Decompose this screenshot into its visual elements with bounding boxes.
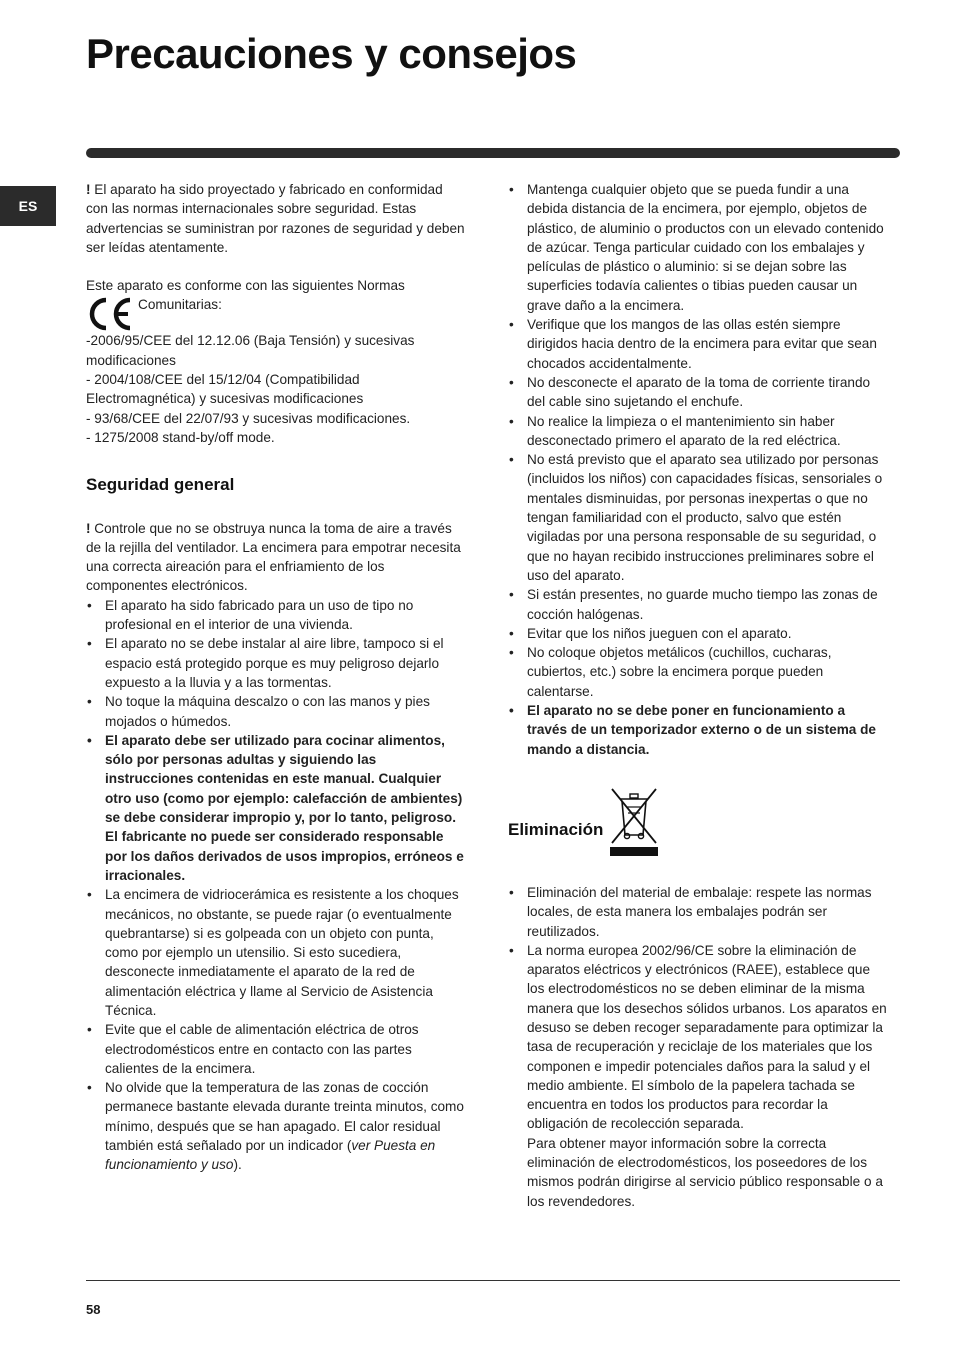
list-item: • El aparato no se debe instalar al aire libre, tampoco si el espacio está protegido porque es muy peligroso dejarlo expuesto a la lluvia y a las tormentas.	[86, 634, 466, 692]
precautions-list	[508, 180, 888, 759]
conformity-line: Este aparato es conforme con las siguientes Normas	[86, 278, 405, 294]
list-item: • No desconecte el aparato de la toma de corriente tirando del cable sino sujetando el enchufe.	[508, 373, 888, 412]
list-item: • No toque la máquina descalzo o con las manos y pies mojados o húmedos.	[86, 692, 466, 731]
cross-reference: ver Puesta en funcionamiento y uso	[105, 1138, 436, 1173]
list-item-text: No olvide que la temperatura de las zonas de cocción permanece bastante elevada durante treinta minutos, como mínimo, después que se han apagado. El calor residual también está señalado por un indicador (	[105, 1080, 464, 1154]
list-item: • El aparato debe ser utilizado para cocinar alimentos, sólo por personas adultas y siguiendo las instrucciones contenidas en este manual. Cualquier otro uso (como por ejemplo: calefacción de ambientes) se debe considerar impropio y, por lo tanto, peligroso. El fabricante no puede ser considerado responsable por los daños derivados de usos impropios, erróneos e irracionales.	[86, 731, 466, 885]
list-item: • El aparato no se debe poner en funcionamiento a través de un temporizador externo o de un sistema de mando a distancia.	[508, 701, 888, 759]
page-number: 58	[86, 1302, 101, 1317]
conformity-continuation: Comunitarias:	[138, 297, 222, 313]
list-item: • Evitar que los niños jueguen con el aparato.	[508, 624, 888, 643]
right-column	[508, 180, 888, 1211]
norm-line: - 1275/2008 stand-by/off mode.	[86, 429, 275, 445]
left-column	[86, 180, 466, 1175]
list-item: • La norma europea 2002/96/CE sobre la eliminación de aparatos eléctricos y electrónicos (RAEE), establece que los electrodomésticos no se deben eliminar de la misma manera que los desechos sólidos urbanos. Los aparatos en desuso se deben recoger separadamente para optimizar la tasa de recuperación y reciclaje de los materiales que los componen e impedir potenciales daños para la salud y el medio ambiente. El símbolo de la papelera tachada se encuentra en todos los productos para recordar la obligación de recolección separada.	[508, 941, 888, 1134]
list-item: • Evite que el cable de alimentación eléctrica de otros electrodomésticos entre en contacto con las partes calientes de la encimera.	[86, 1020, 466, 1078]
disposal-list	[508, 883, 888, 1134]
section-heading-seguridad: Seguridad general	[86, 475, 235, 495]
list-item: • La encimera de vidriocerámica es resistente a los choques mecánicos, no obstante, se puede rajar (o eventualmente quebrantarse) si es golpeada con un objeto con punta, como por ejemplo un utensilio. Si esto sucediera, desconecte inmediatamente el aparato de la red de alimentación eléctrica y llame al Servicio de Asistencia Técnica.	[86, 885, 466, 1020]
disposal-extra-info: Para obtener mayor información sobre la correcta eliminación de electrodomésticos, los poseedores de los mismos podrán dirigirse al servicio público responsable o a los revendedores.	[527, 1135, 883, 1209]
ventilation-warning	[86, 519, 466, 596]
norm-line: - 2004/108/CEE del 15/12/04 (Compatibilidad Electromagnética) y sucesivas modificaciones	[86, 372, 364, 407]
list-item: • Mantenga cualquier objeto que se pueda fundir a una debida distancia de la encimera, por ejemplo, objetos de plástico, de aluminio o productos con un elevado contenido de azúcar. Tenga particular cuidado con los embalajes y películas de plástico o aluminio: si se dejan sobre las superficies todavía calientes o tibias pueden causar un grave daño a la encimera.	[508, 180, 888, 315]
language-tab: ES	[0, 186, 56, 226]
section-heading-eliminacion: Eliminación	[508, 820, 604, 840]
safety-list	[86, 596, 466, 1175]
ventilation-text: Controle que no se obstruya nunca la toma de aire a través de la rejilla del ventilador. La encimera para empotrar necesita una correcta aireación para el enfriamiento de los componentes electrónicos.	[86, 520, 461, 594]
list-item: • Si están presentes, no guarde mucho tiempo las zonas de cocción halógenas.	[508, 585, 888, 624]
norm-line: -2006/95/CEE del 12.12.06 (Baja Tensión) y sucesivas modificaciones	[86, 333, 415, 368]
warning-mark: !	[86, 520, 91, 536]
list-item: • Eliminación del material de embalaje: respete las normas locales, de esta manera los embalajes podrán ser reutilizados.	[508, 883, 888, 941]
list-item: • Verifique que los mangos de las ollas estén siempre dirigidos hacia dentro de la encimera para evitar que sean chocados accidentalmente.	[508, 315, 888, 373]
ce-row	[86, 295, 466, 333]
list-item: • El aparato ha sido fabricado para un uso de tipo no profesional en el interior de una vivienda.	[86, 596, 466, 635]
list-item: • No coloque objetos metálicos (cuchillos, cucharas, cubiertos, etc.) sobre la encimera porque pueden calentarse.	[508, 643, 888, 701]
list-item: • No realice la limpieza o el mantenimiento sin haber desconectado primero el aparato de la red eléctrica.	[508, 412, 888, 451]
list-item-text: ).	[233, 1157, 242, 1173]
list-item: • No está previsto que el aparato sea utilizado por personas (incluidos los niños) con capacidades físicas, sensoriales o mentales disminuidas, por personas inexpertas o que no tengan familiaridad con el producto, salvo que estén vigiladas por una persona responsable de su seguridad, o que no hayan recibido instrucciones preliminares sobre el uso del aparato.	[508, 450, 888, 585]
warning-mark: !	[86, 182, 91, 197]
title-divider-bar	[86, 148, 900, 158]
intro-paragraph	[86, 180, 466, 257]
page-title: Precauciones y consejos	[86, 30, 577, 77]
list-item	[86, 1078, 466, 1174]
norm-line: - 93/68/CEE del 22/07/93 y sucesivas modificaciones.	[86, 410, 411, 426]
ce-mark-icon	[86, 295, 134, 333]
crossed-bin-icon	[607, 783, 661, 857]
eliminacion-header	[508, 783, 888, 857]
intro-text: El aparato ha sido proyectado y fabricado en conformidad con las normas internacionales sobre seguridad. Estas advertencias se suministran por razones de seguridad y deben ser leídas atentamente.	[86, 182, 465, 255]
footer-divider	[86, 1280, 900, 1281]
